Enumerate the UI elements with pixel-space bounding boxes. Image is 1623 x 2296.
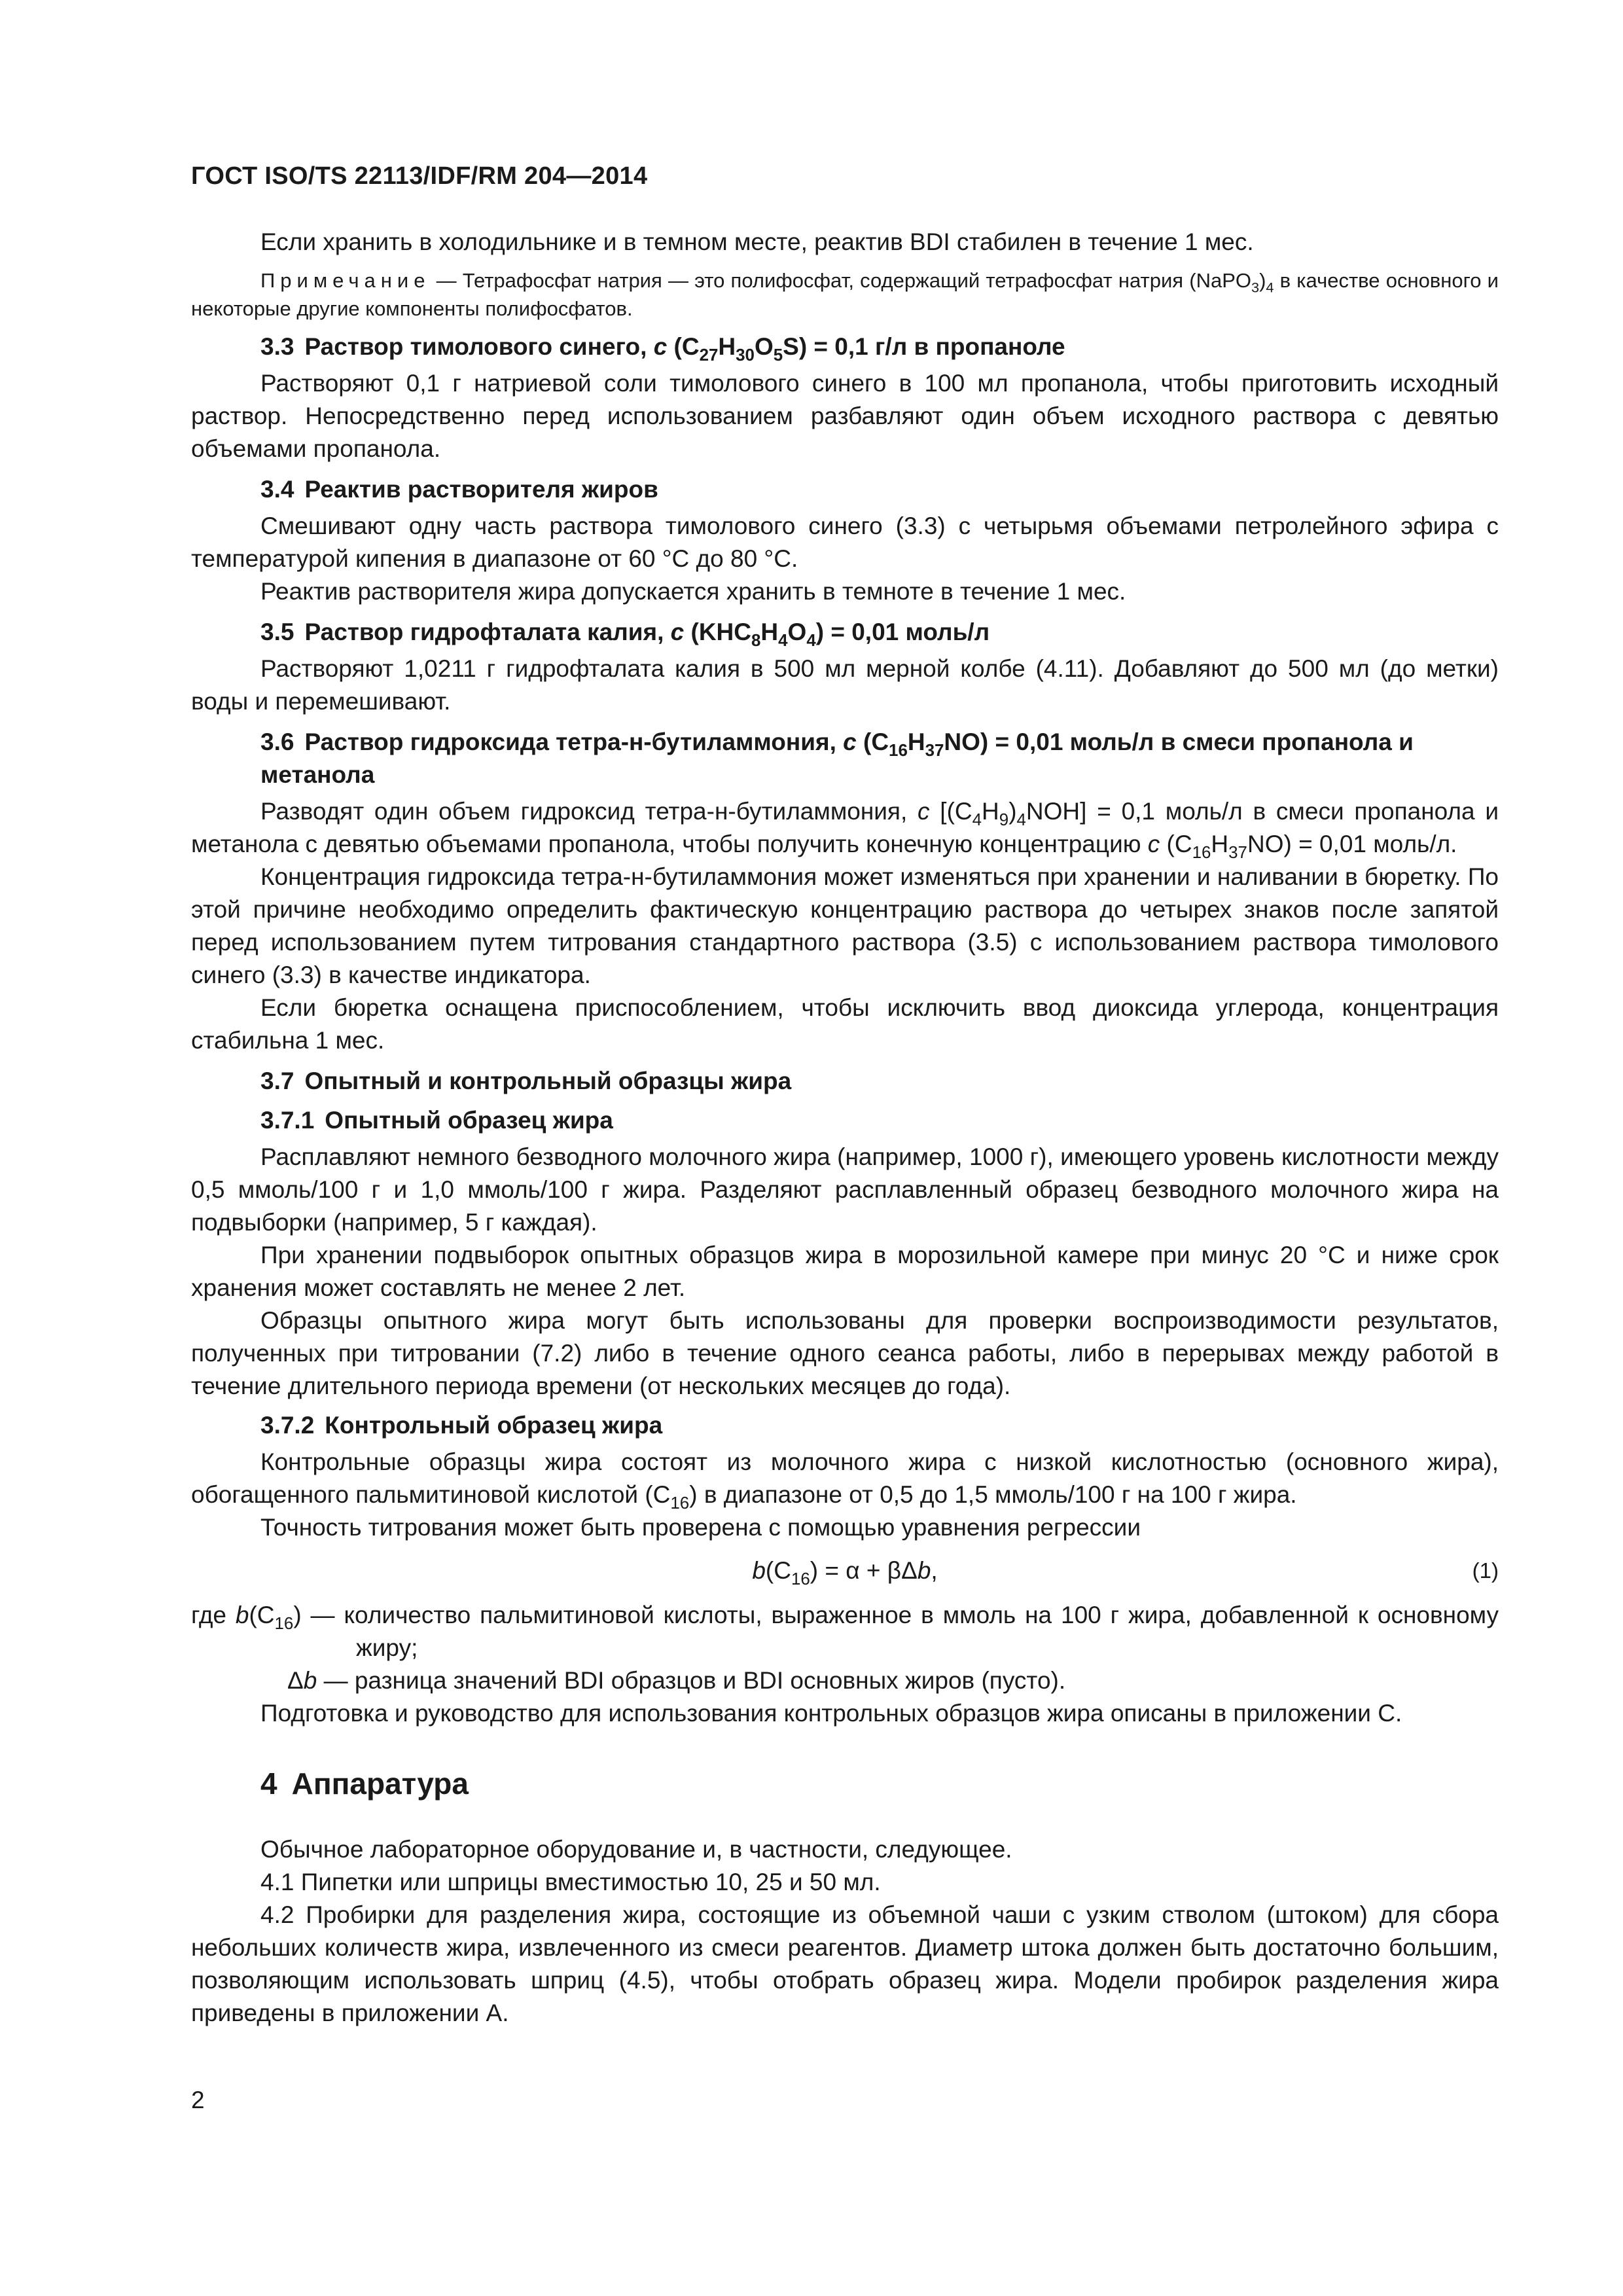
equation-number: (1) xyxy=(1472,1558,1499,1583)
where-definition: где $b(C_{16})$ — количество пальмитиновой кислоты, выраженное в ммоль на 100 г жира, добавленной к основному жиру; xyxy=(191,1602,1499,1661)
paragraph-3-6-a: Разводят один объем гидроксид тетра-н-бутиламмония, c $[(C_4H_9)_4NOH] = 0,1$ моль/л в смеси пропанола и метанола с девятью объемами пропанола, чтобы получить конечную концентрацию c $(C_{16}H_{37}NO) = 0,01$ моль/л. xyxy=(191,798,1499,863)
section-heading-4: 4 Аппаратура xyxy=(260,1767,469,1801)
paragraph-4-1: 4.1 Пипетки или шприцы вместимостью 10, 25 и 50 мл. xyxy=(260,1869,881,1895)
paragraph-3-4-a: Смешивают одну часть раствора тимолового синего (3.3) с четырьмя объемами петролейного эфира с температурой кипения в диапазоне от 60 °С до 80 °С. xyxy=(191,512,1499,572)
section-heading-3-6: 3.6 Раствор гидроксида тетра-н-бутиламмония, c $(C_{16}H_{37}NO) = 0,01$ моль/л в смеси пропанола и метанола xyxy=(260,728,1414,788)
paragraph-3-7-1-c: Образцы опытного жира могут быть использованы для проверки воспроизводимости результатов, полученных при титровании (7.2) либо в течение одного сеанса работы, либо в перерывах между работой в течение длительного периода времени (от нескольких месяцев до года). xyxy=(191,1307,1499,1399)
note-paragraph: Примечание — Тетрафосфат натрия — это полифосфат, содержащий тетрафосфат натрия $(NaPO_3)_4$ в качестве основного и некоторые другие компоненты полифосфатов. xyxy=(191,269,1499,320)
paragraph-4-2: 4.2 Пробирки для разделения жира, состоящие из объемной чаши с узким стволом (штоком) для сбора небольших количеств жира, извлеченного из смеси реагентов. Диаметр штока должен быть достаточно большим, позволяющим использовать шприц (4.5), чтобы отобрать образец жира. Модели пробирок разделения жира приведены в приложении А. xyxy=(191,1901,1499,2026)
paragraph-3-5: Растворяют 1,0211 г гидрофталата калия в 500 мл мерной колбе (4.11). Добавляют до 500 мл (до метки) воды и перемешивают. xyxy=(191,655,1499,715)
section-heading-3-5: 3.5 Раствор гидрофталата калия, c $(KHC_8H_4O_4) = 0,01$ моль/л xyxy=(260,619,990,651)
paragraph-storage: Если хранить в холодильнике и в темном месте, реактив BDI стабилен в течение 1 мес. xyxy=(260,228,1254,255)
paragraph-3-6-c: Если бюретка оснащена приспособлением, чтобы исключить ввод диоксида углерода, концентрация стабильна 1 мес. xyxy=(191,994,1499,1054)
paragraph-3-7-2-a: Контрольные образцы жира состоят из молочного жира с низкой кислотностью (основного жира), обогащенного пальмитиновой кислотой $(C_{16})$ в диапазоне от 0,5 до 1,5 ммоль/100 г на 100 г жира. xyxy=(191,1448,1499,1513)
section-heading-3-7-1: 3.7.1 Опытный образец жира xyxy=(260,1107,613,1134)
regression-equation xyxy=(191,1548,1499,1594)
page-number: 2 xyxy=(191,2087,205,2113)
note-label: Примечание xyxy=(260,269,431,292)
paragraph-3-6-b: Концентрация гидроксида тетра-н-бутиламмония может изменяться при хранении и наливании в бюретку. По этой причине необходимо определить фактическую концентрацию раствора до четырех знаков после запятой перед использованием путем титрования стандартного раствора (3.5) с использованием раствора тимолового синего (3.3) в качестве индикатора. xyxy=(191,863,1499,988)
document-header: ГОСТ ISO/TS 22113/IDF/RM 204—2014 xyxy=(191,162,648,190)
paragraph-3-4-b: Реактив растворителя жира допускается хранить в темноте в течение 1 мес. xyxy=(260,578,1126,605)
paragraph-3-7-2-b: Точность титрования может быть проверена с помощью уравнения регрессии xyxy=(260,1514,1141,1541)
paragraph-3-7-1-a: Расплавляют немного безводного молочного жира (например, 1000 г), имеющего уровень кислотности между 0,5 ммоль/100 г и 1,0 ммоль/100 г жира. Разделяют расплавленный образец безводного молочного жира на подвыборки (например, 5 г каждая). xyxy=(191,1143,1499,1236)
document-body xyxy=(191,226,1499,2030)
section-heading-3-4: 3.4 Реактив растворителя жиров xyxy=(260,476,658,503)
paragraph-3-3: Растворяют 0,1 г натриевой соли тимолового синего в 100 мл пропанола, чтобы приготовить исходный раствор. Непосредственно перед использованием разбавляют один объем исходного раствора с девятью объемами пропанола. xyxy=(191,370,1499,462)
paragraph-4-intro: Обычное лабораторное оборудование и, в частности, следующее. xyxy=(260,1836,1012,1863)
section-heading-3-7: 3.7 Опытный и контрольный образцы жира xyxy=(260,1067,792,1094)
section-heading-3-7-2: 3.7.2 Контрольный образец жира xyxy=(260,1412,663,1439)
delta-definition: Δb — разница значений BDI образцов и BDI основных жиров (пусто). xyxy=(287,1667,1066,1694)
paragraph-3-7-1-b: При хранении подвыборок опытных образцов жира в морозильной камере при минус 20 °С и ниже срок хранения может составлять не менее 2 лет. xyxy=(191,1242,1499,1301)
section-heading-3-3: 3.3 Раствор тимолового синего, c $(C_{27}H_{30}O_5S) = 0,1$ г/л в пропаноле xyxy=(260,333,1065,365)
paragraph-3-7-2-c: Подготовка и руководство для использования контрольных образцов жира описаны в приложении С. xyxy=(260,1700,1402,1727)
equation-formula: $b(C_{16}) = \alpha + \beta\Delta b$, xyxy=(752,1557,938,1589)
